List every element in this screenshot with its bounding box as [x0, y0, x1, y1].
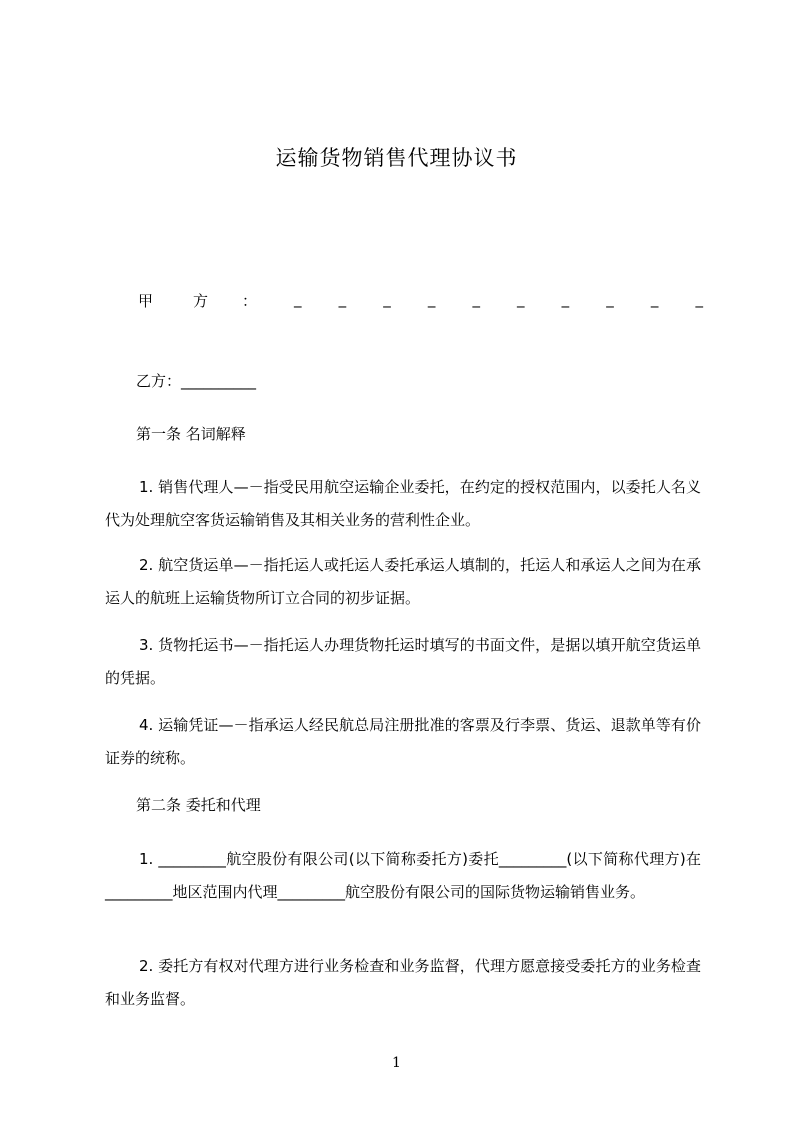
page-number: 1	[392, 1055, 401, 1071]
article-1-item-2: 2. 航空货运单—－指托运人或托运人委托承运人填制的，托运人和承运人之间为在承运人的航班上运输货物所订立合同的初步证据。	[105, 556, 701, 607]
blank-dash: _	[606, 290, 614, 308]
blank-dash: _	[338, 290, 347, 308]
blank-dash: _	[383, 290, 391, 308]
blank-dash: _	[472, 290, 480, 308]
article-1-heading: 第一条 名词解释	[136, 425, 246, 443]
article-1-item-4: 4. 运输凭证—－指承运人经民航总局注册批准的客票及行李票、货运、退款单等有价证券的统称。	[105, 716, 701, 767]
article-2-item-1: 1. _________航空股份有限公司(以下简称委托方)委托_________(以下简称代理方)在_________地区范围内代理_________航空股份有限公司的国际货物运输销售业务。	[105, 850, 701, 901]
party-a-blank	[294, 290, 703, 308]
blank-dash: _	[294, 290, 302, 308]
party-a-char-1: 甲	[138, 292, 154, 310]
article-2-heading: 第二条 委托和代理	[136, 796, 261, 814]
article-1-item-3: 3. 货物托运书—－指托运人办理货物托运时填写的书面文件，是据以填开航空货运单的凭据。	[105, 636, 701, 687]
blank-dash: _	[695, 290, 703, 308]
party-b-line: 乙方：__________	[136, 372, 257, 390]
article-2-item-2: 2. 委托方有权对代理方进行业务检查和业务监督，代理方愿意接受委托方的业务检查和业务监督。	[105, 957, 701, 1008]
blank-dash: _	[427, 290, 436, 308]
document-title: 运输货物销售代理协议书	[275, 146, 518, 170]
party-a-line	[138, 290, 703, 314]
party-a-char-2: 方	[193, 292, 209, 310]
blank-dash: _	[650, 290, 659, 308]
party-a-colon: ：	[242, 292, 258, 310]
blank-dash: _	[517, 290, 525, 308]
article-1-item-1: 1. 销售代理人—－指受民用航空运输企业委托，在约定的授权范围内，以委托人名义代为处理航空客货运输销售及其相关业务的营利性企业。	[105, 478, 701, 529]
blank-dash: _	[561, 290, 570, 308]
